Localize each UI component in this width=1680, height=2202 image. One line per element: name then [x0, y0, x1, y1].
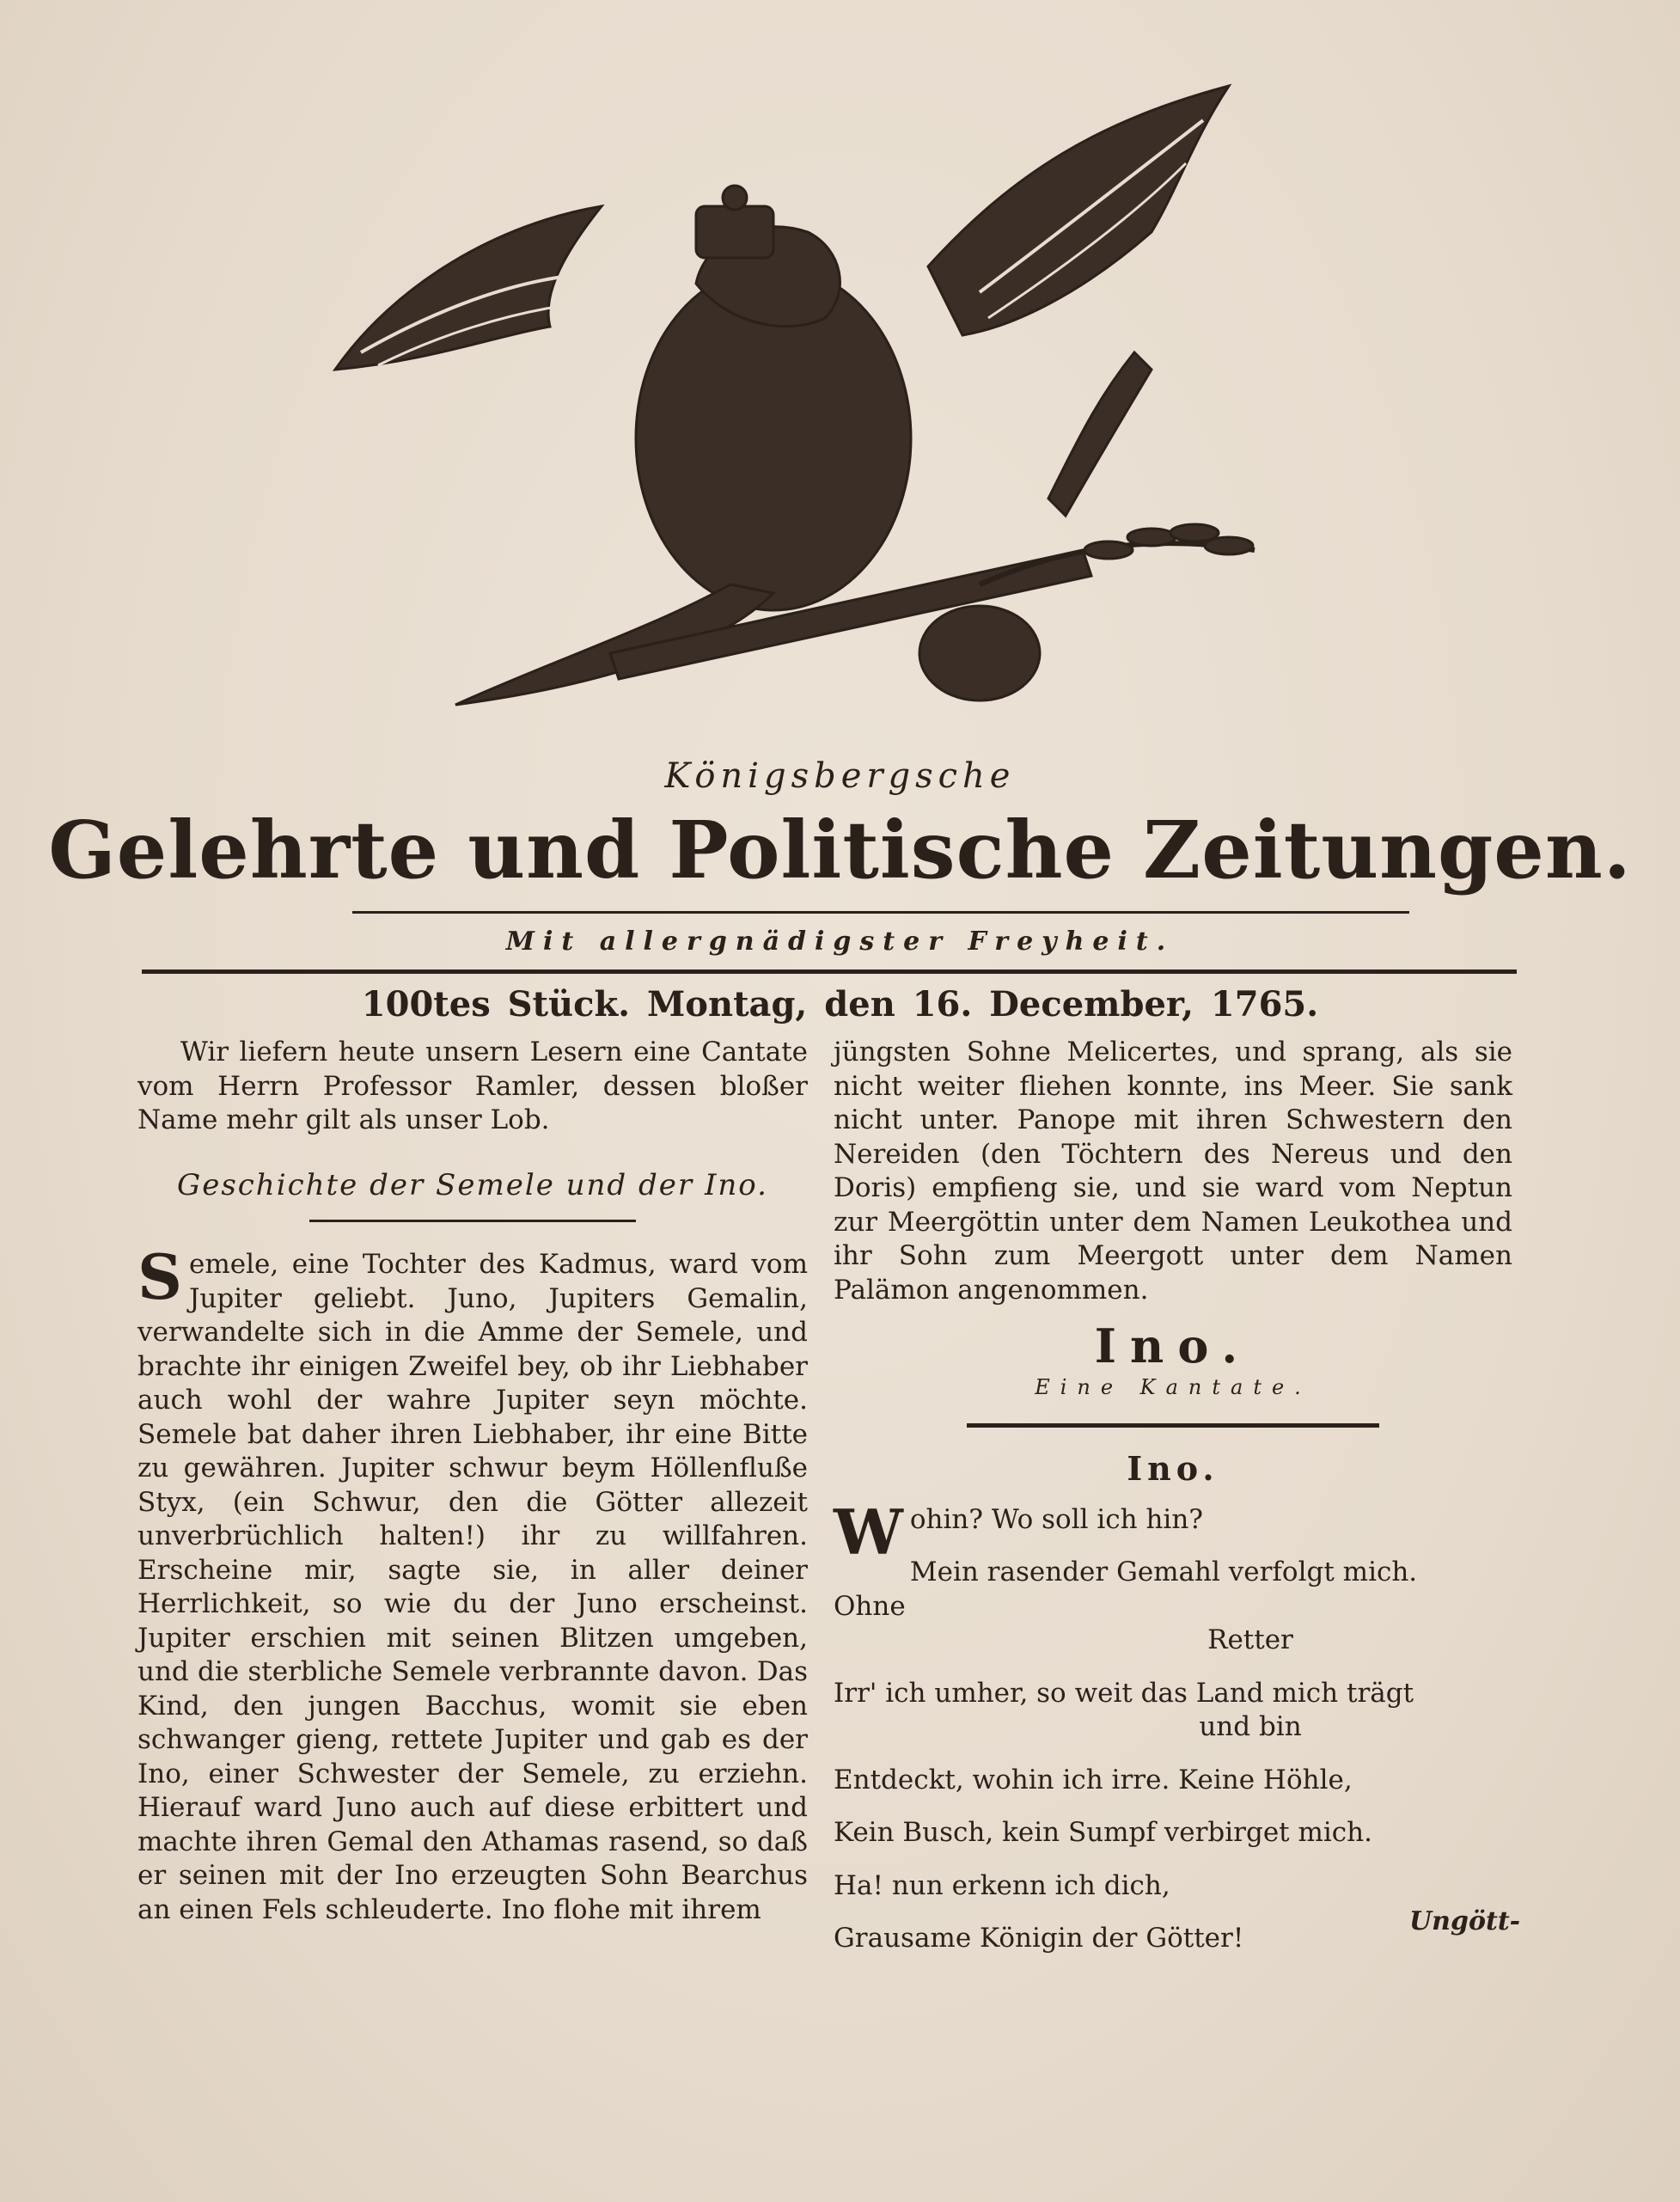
dropcap: S	[137, 1240, 182, 1313]
verse-line	[834, 1556, 1512, 1658]
cantata-divider	[967, 1423, 1379, 1428]
verse-tail: und bin	[1199, 1711, 1302, 1742]
dropcap: W	[834, 1495, 903, 1569]
verse-line	[834, 1816, 1512, 1850]
speaker-name: Ino.	[1127, 1449, 1219, 1488]
intro-paragraph: Wir liefern heute unsern Lesern eine Cantate vom Herrn Professor Ramler, dessen bloßer Name mehr gilt als unser Lob.	[137, 1037, 808, 1135]
verse-line	[834, 1495, 1512, 1569]
verse-text: Entdeckt, wohin ich irre. Keine Höhle,	[834, 1764, 1353, 1795]
semele-text: emele, eine Tochter des Kadmus, ward vom Jupiter geliebt. Juno, Jupiters Gemalin, verwandelte sich in die Amme der Semele, und brachte ihr einigen Zweifel bey, ob ihr Liebhaber auch wohl der wahre Jupiter seyn möchte. Semele bat daher ihren Liebhaber, ihr eine Bitte zu gewähren. Jupiter schwur beym Höllenfluße Styx, (ein Schwur, den die Götter allezeit unverbrüchlich halten!) ihr zu willfahren. Erscheine mir, sagte sie, in aller deiner Herrlichkeit, so wie du der Juno erscheinst. Jupiter erschien mit seinen Blitzen umgeben, und die sterbliche Semele verbrannte davon. Das Kind, den jungen Bacchus, womit sie eben schwanger gieng, rettete Jupiter und gab es der Ino, einer Schwester der Semele, zu erziehn. Hierauf ward Juno auch auf diese erbittert und machte ihren Gemal den Athamas rasend, so daß er seinen mit der Ino erzeugten Sohn Bearchus an einen Fels schleuderte. Ino flohe mit ihrem	[137, 1249, 808, 1925]
masthead-kicker: Königsbergsche	[664, 756, 1016, 796]
cantata-subtitle: Eine Kantate.	[1035, 1374, 1311, 1399]
verse-line	[834, 1677, 1512, 1745]
continuation-paragraph: jüngsten Sohne Melicertes, und sprang, als sie nicht weiter fliehen konnte, ins Meer. Sie sank nicht unter. Panope mit ihren Schwestern den Nereiden (den Töchtern des Nereus und den Doris) empfieng sie, und sie ward vom Neptun zur Meergöttin unter dem Namen Leukothea und ihr Sohn zum Meergott unter dem Namen Palämon angenommen.	[834, 1037, 1512, 1306]
verse-text: Grausame Königin der Götter!	[834, 1923, 1244, 1954]
verse-text: ohin? Wo soll ich hin?	[909, 1503, 1203, 1535]
verse-text: Mein rasender Gemahl verfolgt mich. Ohne	[834, 1557, 1418, 1622]
left-column	[137, 1036, 808, 1927]
issue-divider	[142, 969, 1517, 974]
issue-line: 100tes Stück. Montag, den 16. December, 1765.	[361, 984, 1319, 1025]
semele-paragraph	[137, 1240, 808, 1927]
crowned-eagle-emblem	[327, 69, 1306, 774]
verse-text: Kein Busch, kein Sumpf verbirget mich.	[834, 1817, 1372, 1848]
section-heading: Geschichte der Semele und der Ino.	[177, 1167, 768, 1202]
title-divider	[352, 911, 1409, 914]
verse-line	[834, 1764, 1512, 1798]
verse-tail: Retter	[1207, 1624, 1293, 1655]
cantata-title: Ino.	[1094, 1318, 1252, 1373]
section-divider	[309, 1220, 636, 1222]
verse-line	[834, 1869, 1512, 1904]
masthead-title: Gelehrte und Politische Zeitungen.	[48, 804, 1632, 896]
verse-text: Ha! nun erkenn ich dich,	[834, 1869, 1170, 1901]
right-column	[834, 1036, 1512, 1975]
catchword: Ungött-	[1409, 1906, 1521, 1936]
privilege-line: Mit allergnädigster Freyheit.	[505, 927, 1175, 957]
verse-text: Irr' ich umher, so weit das Land mich trägt	[834, 1677, 1414, 1709]
